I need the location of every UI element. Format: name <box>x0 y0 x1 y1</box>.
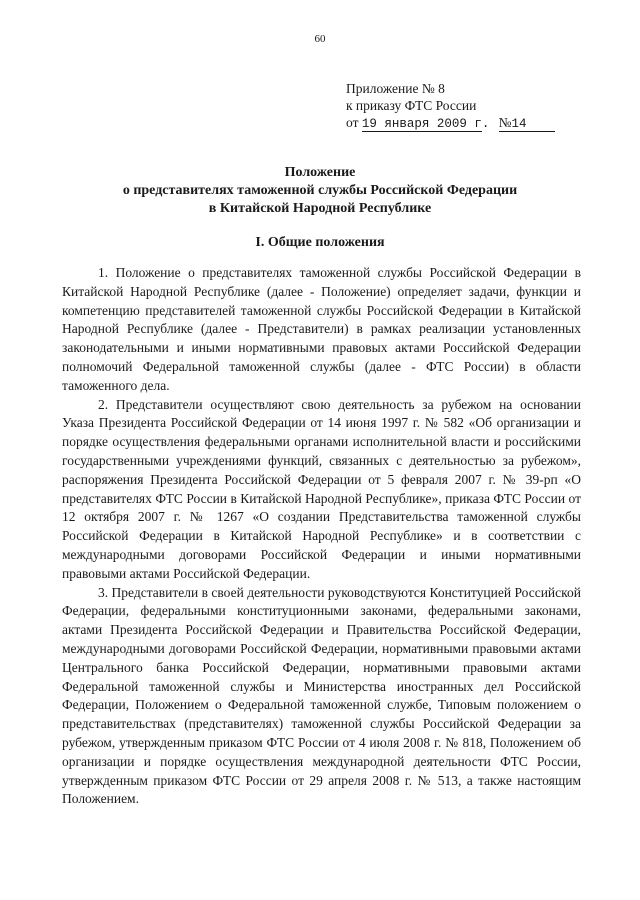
document-body <box>62 264 581 809</box>
paragraph-2: 2. Представители осуществляют свою деятельность за рубежом на основании Указа Президента Российской Федерации от 14 июня 1997 г. № 582 «Об организации и порядке осуществления федеральными органами исполнительной власти и российскими государственными учреждениями функций, связанных с деятельностью за рубежом», распоряжения Президента Российской Федерации от 5 февраля 2007 г. № 39-рп «О представителях ФТС России в Китайской Народной Республике», приказа ФТС России от 12 октября 2007 г. № 1267 «О создании Представительства таможенной службы Российской Федерации в Китайской Народной Республике» и в соответствии с международными договорами Российской Федерации и иными нормативными правовыми актами Российской Федерации. <box>62 396 581 581</box>
section-heading: I. Общие положения <box>255 235 385 250</box>
date-value: 19 января 2009 г. <box>361 117 490 131</box>
title-line-1: Положение <box>284 165 356 180</box>
page-number: 60 <box>314 33 326 45</box>
document-title <box>60 164 580 218</box>
date-prefix: от <box>346 115 359 130</box>
title-line-2: о представителях таможенной службы Российской Федерации <box>122 183 518 198</box>
paragraph-1: 1. Положение о представителях таможенной службы Российской Федерации в Китайской Народной Республике (далее - Положение) определяет задачи, функции и компетенцию представителей таможенной службы Российской Федерации в Китайской Народной Республике (далее - Представители) в рамках реализации установленных законодательными и иными нормативными правовых актами Российской Федерации полномочий Федеральной таможенной службы (далее - ФТС России) в области таможенного дела. <box>62 265 581 393</box>
paragraph-3: 3. Представители в своей деятельности руководствуются Конституцией Российской Федерации, федеральными конституционными законами, федеральными законами, актами Президента Российской Федерации и Правительства Российской Федерации, международными договорами Российской Федерации, нормативными правовыми актами Центрального банка Российской Федерации, нормативными правовыми актами Федеральной таможенной службы и Министерства иностранных дел Российской Федерации, Положением о Федеральной таможенной службе, Типовым положением о представительствах (представителях) таможенной службы Российской Федерации за рубежом, утвержденным приказом ФТС России от 4 июля 2008 г. № 818, Положением об организации и порядке осуществления международной деятельности ФТС России, утвержденным приказом ФТС России от 29 апреля 2008 г. № 513, а также настоящим Положением. <box>62 584 581 807</box>
appendix-order-ref: к приказу ФТС России <box>346 98 477 113</box>
order-number-field <box>499 116 555 132</box>
appendix-title: Приложение № 8 <box>346 81 445 96</box>
number-prefix: № <box>498 115 512 130</box>
number-value: 14 <box>511 117 527 131</box>
appendix-date-line <box>346 114 555 132</box>
title-line-3: в Китайской Народной Республике <box>208 201 432 216</box>
appendix-block <box>346 80 555 132</box>
